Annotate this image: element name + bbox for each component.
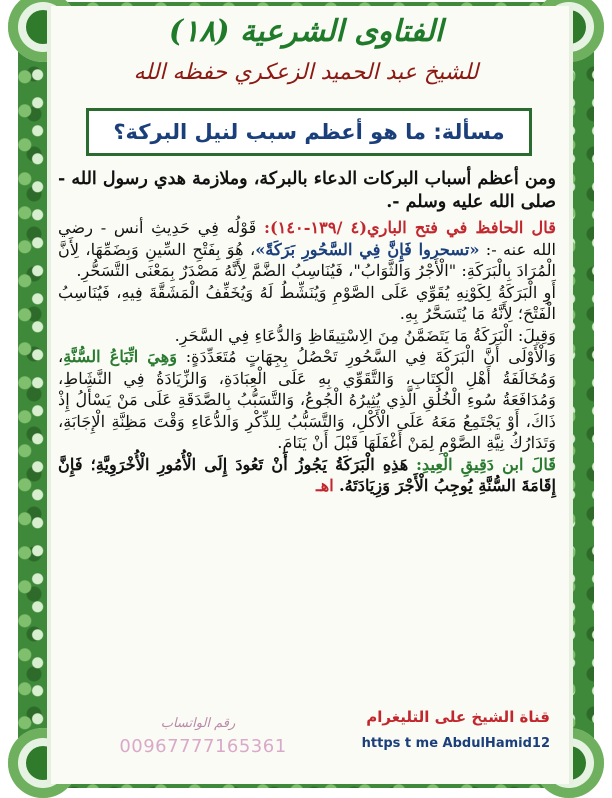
telegram-link[interactable]: https t me AbdulHamid12 — [361, 736, 550, 751]
fatwa-body — [58, 168, 556, 497]
whatsapp-label: رقم الواتساب — [160, 716, 236, 731]
paragraph-alternative: أَوِ الْبَرَكَةُ لِكَوْنِهِ يُقَوِّي عَلَى الصَّوْمِ وَيُنَشِّطُ لَهُ وَيُخَفِّفُ الْمَشَقَّةَ فِيهِ، فَيُنَاسِبُ الْفَتْحَ؛ لِأَنَّهُ مَا يُتَسَحَّرُ بِهِ. — [58, 282, 556, 323]
paragraph-quote — [58, 217, 556, 282]
hadith-text: «تسحروا فَإِنَّ فِي السَّحُورِ بَرَكَةً» — [255, 239, 480, 259]
awla-start: وَالْأَوْلَى أَنَّ الْبَرَكَةَ فِي السَّحُورِ تَحْصُلُ بِجِهَاتٍ مُتَعَدِّدَةٍ: — [185, 347, 557, 366]
author-line: للشيخ عبد الحميد الزعكري حفظه الله — [133, 60, 479, 85]
question-body: ما هو أعظم سبب لنيل البركة؟ — [113, 120, 427, 144]
paragraph-qila: وَقِيلَ: الْبَرَكَةُ مَا يَتَضَمَّنُ مِنَ الِاسْتِيقَاظِ وَالدُّعَاءِ فِي السَّحَرِ. — [174, 325, 556, 345]
paragraph-awla — [58, 346, 556, 454]
end-marker: اهـ — [316, 476, 334, 495]
phone-number[interactable]: 00967777165361 — [119, 736, 287, 757]
scholar-name: قَالَ ابن دَقِيقِ الْعِيدِ: — [415, 454, 556, 474]
source-reference: قال الحافظ في فتح الباري(٤ /١٣٩-١٤٠): — [264, 218, 556, 237]
telegram-channel-label: قناة الشيخ على التليغرام — [366, 708, 550, 726]
question-box — [86, 108, 532, 156]
quote-explanation: ، هُوَ بِفَتْحِ السِّينِ وَبِضَمِّهَا، لِأَنَّ الْمُرَادَ بِالْبَرَكَةِ: "الْأَجْرُ وَالثَّوَابُ"، فَيُنَاسِبُ الضَّمَّ لِأَنَّهُ مَصْدَرٌ بِمَعْنَى التَّسَحُّرِ. — [58, 239, 556, 280]
page-title: الفتاوى الشرعية (١٨) — [168, 14, 444, 49]
scholar-quote: هَذِهِ الْبَرَكَةُ يَجُوزُ أَنْ تَعُودَ إِلَى الْأُمُورِ الْأُخْرَوِيَّةِ؛ فَإِنَّ إِقَامَةَ السُّنَّةِ يُوجِبُ الْأَجْرَ وَزِيَادَتَهُ. — [58, 454, 556, 495]
quote-intro: قَوْلُه فِي حَدِيثِ أنس - رضي الله عنه -: — [58, 218, 557, 259]
question-label: مسألة: — [433, 120, 505, 144]
sunnah-highlight: وَهِيَ اتِّبَاعُ السُّنَّةِ — [63, 347, 178, 366]
paragraph-intro: ومن أعظم أسباب البركات الدعاء بالبركة، وملازمة هدي رسول الله - صلى الله عليه وسلم -. — [58, 169, 556, 212]
question-text — [113, 120, 504, 144]
awla-list: ، وَمُخَالَفَةُ أَهْلِ الْكِتَابِ، وَالتَّقَوِّي بِهِ عَلَى الْعِبَادَةِ، وَالزِّيَادَةُ فِي النَّشَاطِ، وَمُدَافَعَةُ سُوءِ الْخُلُقِ الَّذِي يُثِيرُهُ الْجُوعُ، وَالتَّسَبُّبُ بِالصَّدَقَةِ عَلَى مَنْ يَسْأَلُ إِذْ ذَاكَ، أَوْ يَجْتَمِعُ مَعَهُ عَلَى الْأَكْلِ، وَالتَّسَبُّبُ لِلذِّكْرِ وَالدُّعَاءِ وَقْتَ مَظِنَّةِ الْإِجَابَةِ، وَتَدَارُكُ نِيَّةِ الصَّوْمِ لِمَنْ أَغْفَلَهَا قَبْلَ أَنْ يَنَامَ. — [58, 347, 556, 452]
paragraph-ibn-daqiq — [58, 454, 556, 497]
